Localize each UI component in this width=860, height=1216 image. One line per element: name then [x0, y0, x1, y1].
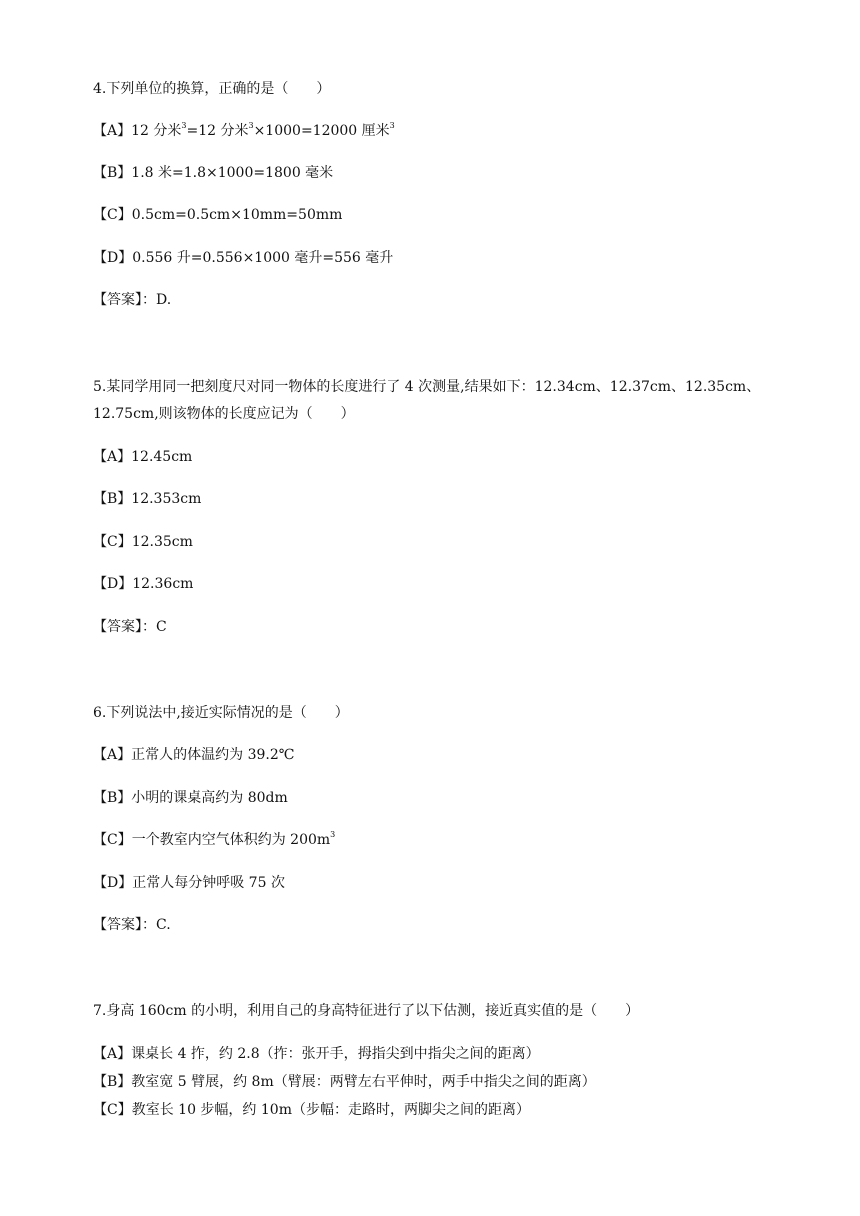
option-text: =12 分米 [186, 123, 249, 139]
option-text: 1.8 米=1.8×1000=1800 毫米 [131, 165, 334, 181]
option-text: ×1000=12000 厘米 [253, 123, 390, 139]
option-text: 12.36cm [132, 576, 194, 592]
question-5-option-c [93, 533, 193, 551]
superscript: 3 [389, 121, 395, 131]
question-5-answer: 【答案】：C [93, 619, 167, 635]
option-label: 【B】 [93, 165, 132, 181]
option-text: 一个教室内空气体积约为 200m [131, 832, 331, 848]
option-label: 【A】 [93, 123, 132, 139]
option-text: 12.45cm [131, 449, 193, 465]
option-text: 12 分米 [131, 123, 182, 139]
option-label: 【C】 [93, 534, 132, 550]
question-4-stem: 4.下列单位的换算，正确的是（ ） [93, 81, 331, 97]
option-text: 教室长 10 步幅，约 10m（步幅：走路时，两脚尖之间的距离） [131, 1102, 530, 1118]
question-5-option-d [93, 575, 193, 593]
question-6-stem: 6.下列说法中,接近实际情况的是（ ） [93, 705, 349, 721]
question-4-option-a [93, 122, 395, 140]
question-4-option-d [93, 249, 393, 267]
question-5-option-b [93, 490, 201, 508]
option-text: 12.353cm [131, 491, 202, 507]
superscript: 3 [181, 121, 187, 131]
superscript: 3 [330, 830, 336, 840]
question-6-option-b [93, 789, 288, 807]
option-label: 【D】 [93, 875, 133, 891]
option-text: 正常人的体温约为 39.2℃ [131, 747, 295, 763]
option-label: 【B】 [93, 491, 132, 507]
question-4-option-b [93, 164, 333, 182]
question-5-stem-line-2: 12.75cm,则该物体的长度应记为（ ） [93, 406, 355, 422]
option-label: 【A】 [93, 747, 132, 763]
question-6-option-c [93, 831, 335, 849]
question-4-option-c [93, 206, 342, 224]
option-text: 正常人每分钟呼吸 75 次 [132, 875, 285, 891]
option-label: 【A】 [93, 1046, 132, 1062]
question-6-option-a [93, 746, 294, 764]
option-label: 【C】 [93, 832, 132, 848]
question-7-option-c [93, 1101, 530, 1119]
option-text: 0.556 升=0.556×1000 毫升=556 毫升 [132, 250, 394, 266]
option-text: 12.35cm [131, 534, 193, 550]
option-label: 【A】 [93, 449, 132, 465]
option-label: 【C】 [93, 207, 132, 223]
option-text: 小明的课桌高约为 80dm [131, 790, 288, 806]
option-label: 【D】 [93, 250, 133, 266]
question-7-option-a [93, 1045, 540, 1063]
question-6-answer: 【答案】：C. [93, 917, 171, 933]
option-text: 教室宽 5 臂展，约 8m（臂展：两臂左右平伸时，两手中指尖之间的距离） [131, 1074, 596, 1090]
option-text: 课桌长 4 拃，约 2.8（拃：张开手，拇指尖到中指尖之间的距离） [131, 1046, 540, 1062]
option-label: 【B】 [93, 1074, 132, 1090]
question-6-option-d [93, 874, 285, 892]
option-label: 【B】 [93, 790, 132, 806]
option-label: 【C】 [93, 1102, 132, 1118]
question-5-stem-line-1: 5.某同学用同一把刻度尺对同一物体的长度进行了 4 次测量,结果如下：12.34cm、12.37cm、12.35cm、 [93, 379, 761, 395]
option-label: 【D】 [93, 576, 133, 592]
question-4-answer: 【答案】：D. [93, 292, 172, 308]
question-7-stem: 7.身高 160cm 的小明，利用自己的身高特征进行了以下估测，接近真实值的是（ ） [93, 1003, 640, 1019]
question-7-option-b [93, 1073, 596, 1091]
option-text: 0.5cm=0.5cm×10mm=50mm [131, 207, 343, 223]
superscript: 3 [248, 121, 254, 131]
question-5-option-a [93, 448, 192, 466]
